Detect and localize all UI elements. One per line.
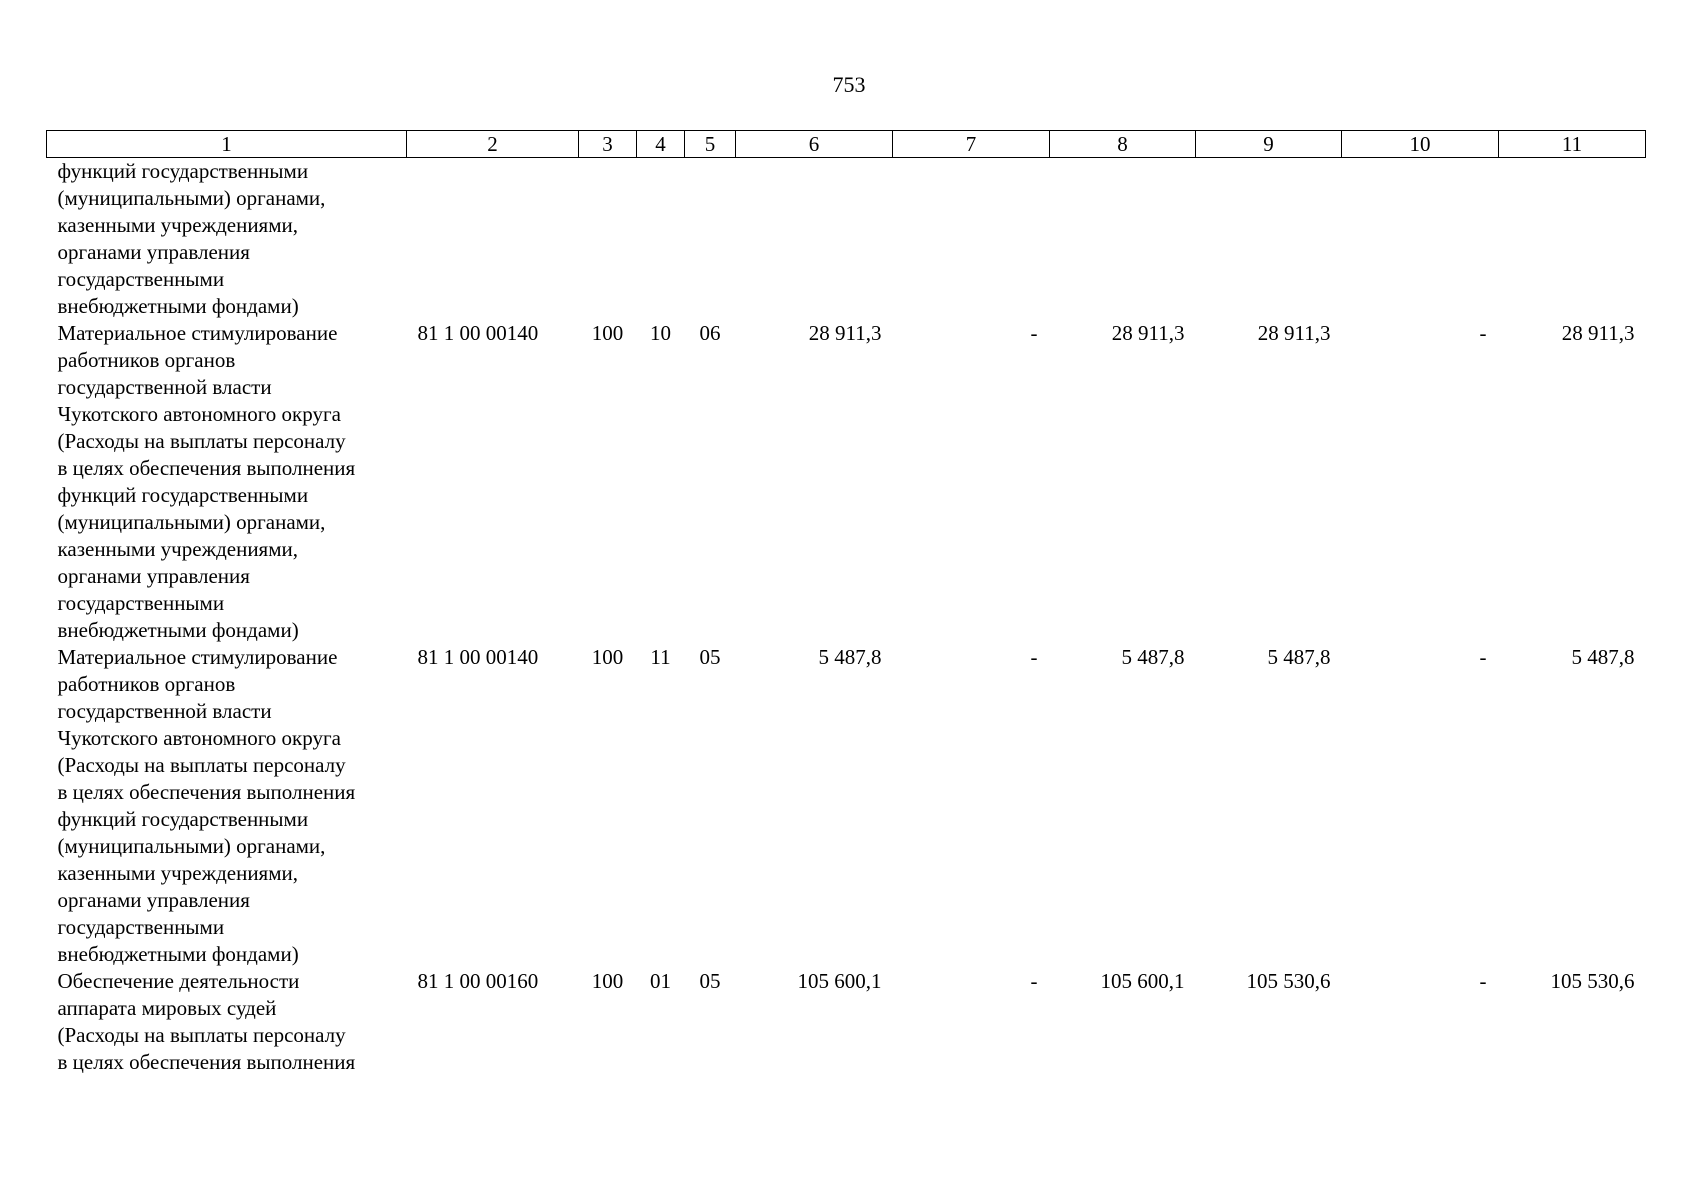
row-name: Материальное стимулирование работников органов государственной власти Чукотского автономного округа (Расходы на выплаты персоналу в целях обеспечения выполнения функций государственными (муниципальными) органами, казенными учреждениями, органами управления государственными внебюджетными фондами) (57, 645, 356, 966)
row-value-9 (1196, 158, 1342, 321)
row-value-9: 28 911,3 (1257, 321, 1331, 345)
row-name: функций государственными (муниципальными) органами, казенными учреждениями, органами управления государственными внебюджетными фондами) (57, 159, 326, 318)
column-header: 11 (1499, 131, 1646, 158)
row-value-10 (1342, 158, 1499, 321)
row-expense-type: 100 (591, 645, 624, 669)
row-name: Обеспечение деятельности аппарата мировых судей (Расходы на выплаты персоналу в целях обеспечения выполнения (57, 969, 356, 1074)
row-value-10: - (1479, 321, 1487, 345)
table-row (47, 158, 1646, 321)
row-value-9: 5 487,8 (1267, 645, 1331, 669)
row-section: 11 (650, 645, 671, 669)
row-value-6 (736, 158, 893, 321)
row-expense-type (579, 158, 637, 321)
column-number-row (47, 131, 1646, 158)
row-value-9: 105 530,6 (1246, 969, 1331, 993)
row-code: 81 1 00 00140 (417, 645, 539, 669)
column-header: 4 (637, 131, 685, 158)
column-header: 10 (1342, 131, 1499, 158)
row-value-6: 28 911,3 (808, 321, 882, 345)
row-value-11: 5 487,8 (1571, 645, 1635, 669)
row-value-8: 5 487,8 (1121, 645, 1185, 669)
column-header: 9 (1196, 131, 1342, 158)
row-value-6: 5 487,8 (818, 645, 882, 669)
row-value-7: - (1030, 645, 1038, 669)
row-subsection: 06 (699, 321, 721, 345)
row-subsection: 05 (699, 969, 721, 993)
row-code: 81 1 00 00140 (417, 321, 539, 345)
row-value-7: - (1030, 321, 1038, 345)
column-header: 6 (736, 131, 893, 158)
row-name: Материальное стимулирование работников органов государственной власти Чукотского автономного округа (Расходы на выплаты персоналу в целях обеспечения выполнения функций государственными (муниципальными) органами, казенными учреждениями, органами управления государственными внебюджетными фондами) (57, 321, 356, 642)
page-number: 753 (832, 72, 866, 97)
row-section (637, 158, 685, 321)
row-code: 81 1 00 00160 (417, 969, 539, 993)
budget-table (46, 130, 1646, 1076)
table-row (47, 320, 1646, 644)
row-value-11: 28 911,3 (1561, 321, 1635, 345)
row-value-10: - (1479, 645, 1487, 669)
row-subsection (685, 158, 736, 321)
row-value-10: - (1479, 969, 1487, 993)
row-section: 10 (650, 321, 671, 345)
row-section: 01 (650, 969, 671, 993)
column-header: 3 (579, 131, 637, 158)
column-header: 1 (47, 131, 407, 158)
row-value-8 (1050, 158, 1196, 321)
table-row (47, 644, 1646, 968)
row-expense-type: 100 (591, 321, 624, 345)
row-value-8: 28 911,3 (1111, 321, 1185, 345)
column-header: 7 (893, 131, 1050, 158)
row-value-11: 105 530,6 (1550, 969, 1635, 993)
table-row (47, 968, 1646, 1076)
row-code (407, 158, 579, 321)
row-value-7 (893, 158, 1050, 321)
row-value-7: - (1030, 969, 1038, 993)
column-header: 8 (1050, 131, 1196, 158)
column-header: 5 (685, 131, 736, 158)
row-value-11 (1499, 158, 1646, 321)
row-expense-type: 100 (591, 969, 624, 993)
column-header: 2 (407, 131, 579, 158)
row-value-6: 105 600,1 (797, 969, 882, 993)
row-value-8: 105 600,1 (1100, 969, 1185, 993)
row-subsection: 05 (699, 645, 721, 669)
